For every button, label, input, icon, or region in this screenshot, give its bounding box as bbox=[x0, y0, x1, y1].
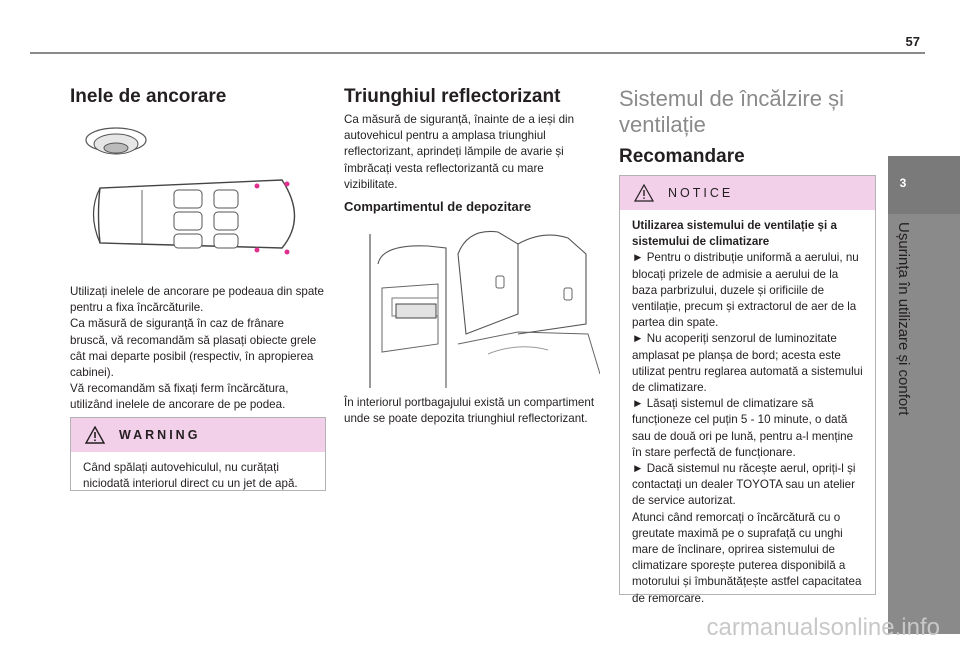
page-number: 57 bbox=[905, 34, 920, 49]
warning-header bbox=[71, 418, 325, 452]
paragraph: Vă recomandăm să fixați ferm încărcătura, utilizând inelele de ancorare de pe podea. bbox=[70, 382, 289, 412]
paragraph: Utilizați inelele de ancorare pe podeaua din spate pentru a fixa încărcăturile. bbox=[70, 285, 324, 315]
watermark: carmanualsonline.info bbox=[706, 614, 940, 641]
warning-icon bbox=[85, 426, 105, 444]
section-heading-anchoring-rings: Inele de ancorare bbox=[70, 86, 227, 107]
warning-text: Când spălați autovehiculul, nu curățați niciodată interiorul direct cu un jet de apă. bbox=[83, 461, 298, 491]
notice-label: NOTICE bbox=[668, 186, 734, 200]
notice-box bbox=[619, 175, 876, 605]
storage-compartment-heading: Compartimentul de depozitare bbox=[344, 199, 532, 214]
notice-item: ► Nu acoperiți senzorul de luminozitate amplasat pe planșa de bord; acesta este utilizat pentru reglarea automată a sistemului de climatizare. bbox=[632, 332, 863, 395]
anchoring-rings-text bbox=[70, 284, 324, 414]
paragraph: Ca măsură de siguranță în caz de frânare bruscă, vă recomandăm să plasați obiecte grele cât mai departe posibil (respectiv, în apropierea cabinei). bbox=[70, 317, 317, 380]
notice-title: Utilizarea sistemului de ventilație și a sistemului de climatizare bbox=[632, 219, 837, 249]
notice-icon bbox=[634, 184, 654, 202]
warning-triangle-intro: Ca măsură de siguranță, înainte de a ieși din autovehicul pentru a amplasa triunghiul reflectorizant, aprindeți lămpile de avarie și îmbrăcați vesta reflectorizantă cu mare vizibilitate. bbox=[344, 113, 575, 191]
anchoring-rings-illustration bbox=[82, 118, 312, 268]
notice-item: Atunci când remorcați o încărcătură cu o greutate maximă pe o suprafață cu unghi mare de înclinare, oprirea sistemului de climatizare sporește puterea disponibilă a motorului și îmbunătățește astfel capacitatea de remorcare. bbox=[632, 510, 862, 605]
warning-box bbox=[70, 417, 326, 491]
section-heading-heating: Sistemul de încălzire și ventilație bbox=[619, 86, 844, 137]
notice-header bbox=[620, 176, 875, 210]
notice-text bbox=[620, 210, 875, 615]
header-rule bbox=[30, 52, 925, 54]
chapter-number: 3 bbox=[899, 176, 907, 190]
notice-item: ► Lăsați sistemul de climatizare să funcționeze cel puțin 5 - 10 minute, o dată sau de două ori pe lună, pentru a-l menține în stare perfectă de funcționare. bbox=[632, 397, 854, 459]
notice-item: ► Pentru o distribuție uniformă a aerului, nu blocați prizele de admisie a aerului de la baza parbrizului, duzele și orificiile de ventilație, precum și extractorul de aer de la partea din spate. bbox=[632, 251, 859, 330]
recommendation-heading: Recomandare bbox=[619, 146, 745, 167]
chapter-title: Ușurința în utilizare și confort bbox=[895, 222, 912, 416]
storage-compartment-text: În interiorul portbagajului există un compartiment unde se poate depozita triunghiul reflectorizant. bbox=[344, 396, 595, 426]
storage-compartment-illustration bbox=[368, 224, 600, 388]
section-heading-warning-triangle: Triunghiul reflectorizant bbox=[344, 86, 561, 107]
warning-label: WARNING bbox=[119, 428, 201, 442]
notice-item: ► Dacă sistemul nu răcește aerul, opriți-l și contactați un dealer TOYOTA sau un atelier de service autorizat. bbox=[632, 462, 856, 508]
